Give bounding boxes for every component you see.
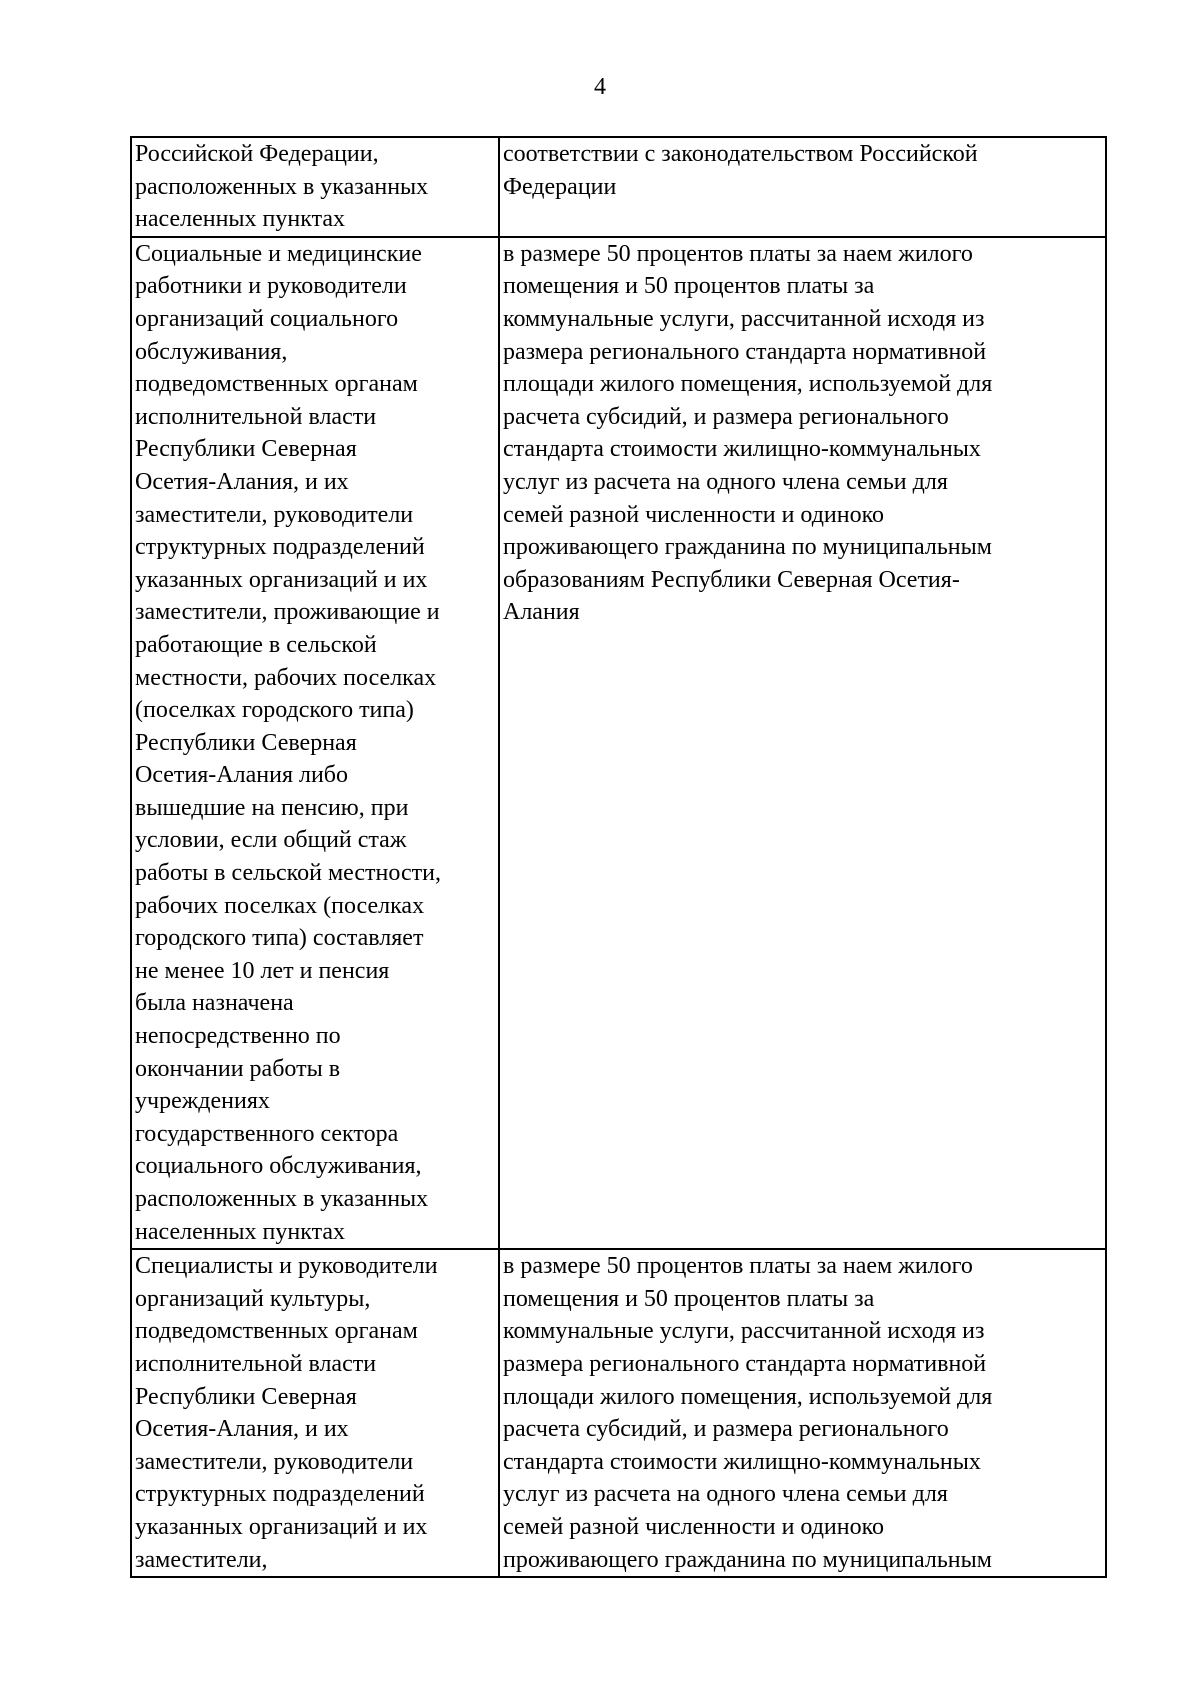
category-cell: Социальные и медицинские работники и руководители организаций социального обслуживания, подведомственных органам исполнительной власти Республики Северная Осетия-Алания, и их заместители, руководители структурных подразделений указанных организаций и их заместители, проживающие и работающие в сельской местности, рабочих поселках (поселках городского типа) Республики Северная Осетия-Алания либо вышедшие на пенсию, при условии, если общий стаж работы в сельской местности, рабочих поселках (поселках городского типа) составляет не менее 10 лет и пенсия была назначена непосредственно по окончании работы в учреждениях государственного сектора социального обслуживания, расположенных в указанных населенных пунктах (131, 237, 499, 1249)
page-number: 4 (594, 74, 606, 100)
table-row (131, 1249, 1106, 1577)
category-cell: Российской Федерации, расположенных в указанных населенных пунктах (131, 137, 499, 237)
benefit-cell: в размере 50 процентов платы за наем жилого помещения и 50 процентов платы за коммунальные услуги, рассчитанной исходя из размера регионального стандарта нормативной площади жилого помещения, используемой для расчета субсидий, и размера регионального стандарта стоимости жилищно-коммунальных услуг из расчета на одного члена семьи для семей разной численности и одиноко проживающего гражданина по муниципальным образованиям Республики Северная Осетия- Алания (499, 237, 1106, 1249)
benefits-table (130, 136, 1107, 1578)
category-cell: Специалисты и руководители организаций культуры, подведомственных органам исполнительной власти Республики Северная Осетия-Алания, и их заместители, руководители структурных подразделений указанных организаций и их заместители, (131, 1249, 499, 1577)
benefit-cell: соответствии с законодательством Российской Федерации (499, 137, 1106, 237)
table-row (131, 137, 1106, 237)
table-row (131, 237, 1106, 1249)
benefit-cell: в размере 50 процентов платы за наем жилого помещения и 50 процентов платы за коммунальные услуги, рассчитанной исходя из размера регионального стандарта нормативной площади жилого помещения, используемой для расчета субсидий, и размера регионального стандарта стоимости жилищно-коммунальных услуг из расчета на одного члена семьи для семей разной численности и одиноко проживающего гражданина по муниципальным (499, 1249, 1106, 1577)
